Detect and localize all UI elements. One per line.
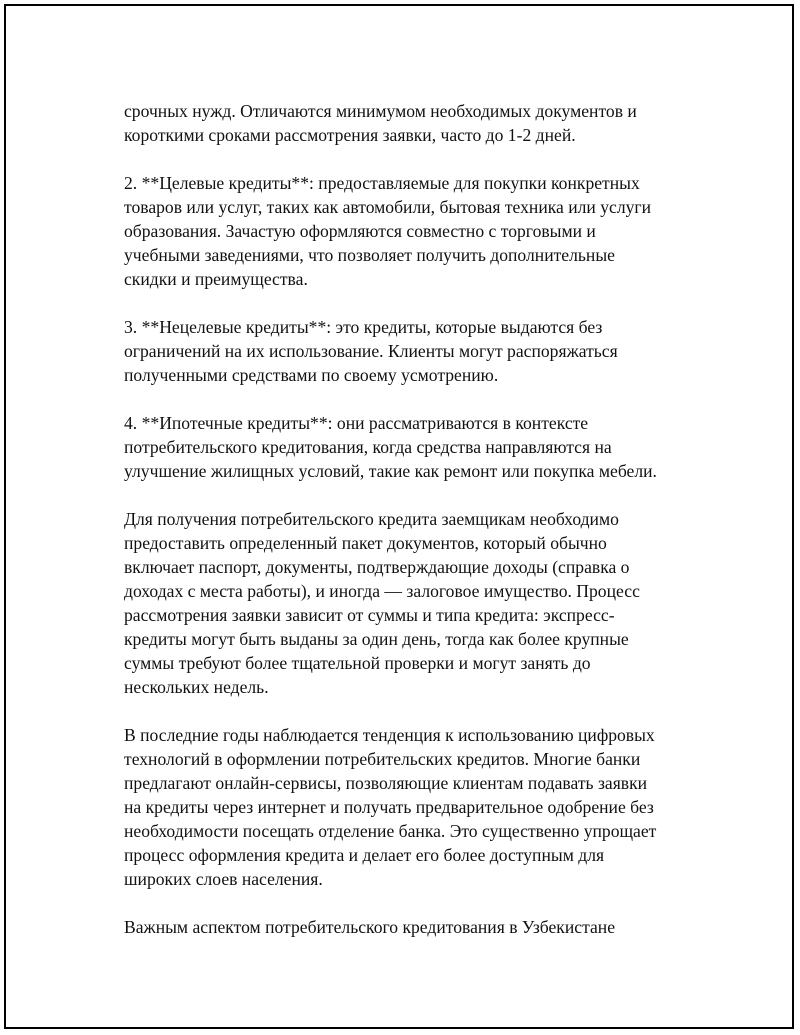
text-line: суммы требуют более тщательной проверки и могут занять до xyxy=(124,653,591,673)
text-line: рассмотрения заявки зависит от суммы и типа кредита: экспресс- xyxy=(124,605,615,625)
text-line: предоставить определенный пакет документов, который обычно xyxy=(124,533,607,553)
text-line: учебными заведениями, что позволяет получить дополнительные xyxy=(124,245,615,265)
text-line: ограничений на их использование. Клиенты могут распоряжаться xyxy=(124,341,618,361)
paragraph xyxy=(124,171,694,291)
text-line: образования. Зачастую оформляются совместно с торговыми и xyxy=(124,221,596,241)
text-line: товаров или услуг, таких как автомобили, бытовая техника или услуги xyxy=(124,197,652,217)
paragraph xyxy=(124,411,694,483)
paragraph xyxy=(124,723,694,891)
text-line: на кредиты через интернет и получать предварительное одобрение без xyxy=(124,797,654,817)
text-line: необходимости посещать отделение банка. Это существенно упрощает xyxy=(124,821,657,841)
text-line: 3. **Нецелевые кредиты**: это кредиты, которые выдаются без xyxy=(124,317,603,337)
text-line: широких слоев населения. xyxy=(124,869,323,889)
text-line: скидки и преимущества. xyxy=(124,269,308,289)
text-line: 4. **Ипотечные кредиты**: они рассматриваются в контексте xyxy=(124,413,589,433)
text-line: нескольких недель. xyxy=(124,677,269,697)
paragraph xyxy=(124,507,694,699)
text-line: срочных нужд. Отличаются минимумом необходимых документов и xyxy=(124,101,637,121)
text-line: потребительского кредитования, когда средства направляются на xyxy=(124,437,612,457)
document-body xyxy=(124,99,694,963)
text-line: процесс оформления кредита и делает его более доступным для xyxy=(124,845,605,865)
paragraph xyxy=(124,99,694,147)
text-line: полученными средствами по своему усмотрению. xyxy=(124,365,499,385)
paragraph xyxy=(124,915,694,939)
page-frame xyxy=(4,4,794,1029)
text-line: В последние годы наблюдается тенденция к использованию цифровых xyxy=(124,725,655,745)
text-line: Важным аспектом потребительского кредитования в Узбекистане xyxy=(124,917,616,937)
text-line: технологий в оформлении потребительских кредитов. Многие банки xyxy=(124,749,641,769)
text-line: улучшение жилищных условий, такие как ремонт или покупка мебели. xyxy=(124,461,657,481)
text-line: предлагают онлайн-сервисы, позволяющие клиентам подавать заявки xyxy=(124,773,648,793)
text-line: включает паспорт, документы, подтверждающие доходы (справка о xyxy=(124,557,630,577)
paragraph xyxy=(124,315,694,387)
text-line: доходах с места работы), и иногда — залоговое имущество. Процесс xyxy=(124,581,640,601)
text-line: Для получения потребительского кредита заемщикам необходимо xyxy=(124,509,619,529)
text-line: кредиты могут быть выданы за один день, тогда как более крупные xyxy=(124,629,629,649)
text-line: короткими сроками рассмотрения заявки, часто до 1-2 дней. xyxy=(124,125,576,145)
text-line: 2. **Целевые кредиты**: предоставляемые для покупки конкретных xyxy=(124,173,640,193)
